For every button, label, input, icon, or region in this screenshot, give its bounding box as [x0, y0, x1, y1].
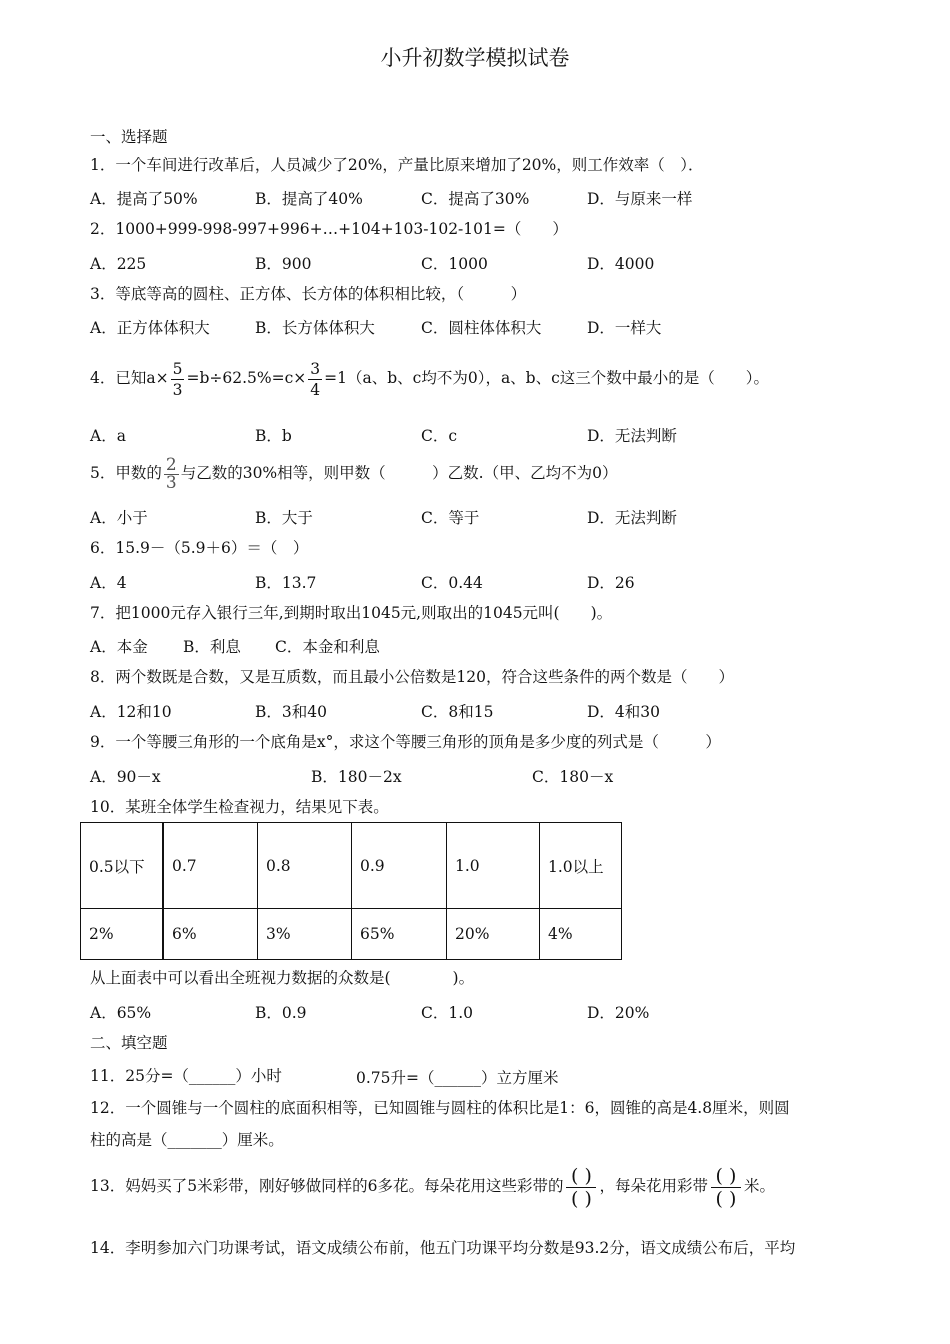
table-cell: 20% — [447, 909, 540, 960]
q3-option-b: B．长方体体积大 — [255, 319, 375, 337]
question-3: 3．等底等高的圆柱、正方体、长方体的体积相比较，（ ） — [90, 285, 527, 303]
q5-option-b: B．大于 — [255, 509, 313, 527]
q4-frac2-num: 3 — [310, 359, 321, 378]
q4-fraction-1 — [171, 359, 185, 400]
q3-option-a: A．正方体体积大 — [90, 319, 210, 337]
question-4 — [90, 350, 769, 406]
q13-blank-num-2: ( ) — [715, 1164, 737, 1187]
q1-option-d: D．与原来一样 — [587, 190, 693, 208]
q10-option-b: B．0.9 — [255, 1004, 307, 1022]
q3-option-c: C．圆柱体体积大 — [421, 319, 542, 337]
q9-option-a: A．90－x — [90, 768, 161, 786]
table-cell: 65% — [352, 909, 447, 960]
q9-option-b: B．180－2x — [311, 768, 402, 786]
q1-option-a: A．提高了50% — [90, 190, 198, 208]
q4-frac1-den: 3 — [172, 380, 183, 399]
q10-option-d: D．20% — [587, 1004, 650, 1022]
q4-suffix: =1（a、b、c均不为0），a、b、c这三个数中最小的是（ ）。 — [324, 369, 770, 387]
q5-frac-num: 2 — [165, 454, 177, 475]
q4-frac2-den: 4 — [310, 380, 321, 399]
q2-option-a: A．225 — [90, 255, 147, 273]
question-10-followup: 从上面表中可以看出全班视力数据的众数是( )。 — [90, 969, 475, 987]
q4-option-c: C．c — [421, 427, 458, 445]
page-title: 小升初数学模拟试卷 — [380, 46, 570, 70]
table-cell: 0.8 — [258, 823, 352, 909]
q10-option-c: C．1.0 — [421, 1004, 474, 1022]
q13-blank-num-1: ( ) — [571, 1164, 592, 1187]
question-7: 7．把1000元存入银行三年,到期时取出1045元,则取出的1045元叫( )。 — [90, 604, 613, 622]
q5-option-c: C．等于 — [421, 509, 480, 527]
q6-option-c: C．0.44 — [421, 574, 483, 592]
q8-option-d: D．4和30 — [587, 703, 661, 721]
question-8: 8．两个数既是合数，又是互质数，而且最小公倍数是120，符合这些条件的两个数是（ ） — [90, 668, 734, 686]
q4-option-a: A．a — [90, 427, 126, 445]
question-9: 9．一个等腰三角形的一个底角是x°，求这个等腰三角形的顶角是多少度的列式是（ ） — [90, 733, 721, 751]
q6-option-d: D．26 — [587, 574, 635, 592]
section-heading-choice: 一、选择题 — [90, 128, 168, 146]
question-1: 1．一个车间进行改革后，人员减少了20%，产量比原来增加了20%，则工作效率（ ）． — [90, 156, 704, 174]
q4-fraction-2 — [308, 359, 322, 400]
q7-option-c: C．本金和利息 — [275, 638, 380, 656]
q8-option-b: B．3和40 — [255, 703, 327, 721]
q5-prefix: 5．甲数的 — [90, 464, 162, 482]
table-cell: 0.9 — [352, 823, 447, 909]
question-12-line-2: 柱的高是（_______）厘米。 — [90, 1131, 284, 1149]
q6-option-b: B．13.7 — [255, 574, 317, 592]
table-cell: 0.5以下 — [81, 823, 164, 909]
question-5 — [90, 452, 617, 494]
q10-option-a: A．65% — [90, 1004, 152, 1022]
table-cell: 0.7 — [163, 823, 258, 909]
table-cell: 1.0 — [447, 823, 540, 909]
q5-suffix: 与乙数的30%相等，则甲数（ ）乙数.（甲、乙均不为0） — [180, 464, 618, 482]
q1-option-b: B．提高了40% — [255, 190, 363, 208]
q4-mid: =b÷62.5%=c× — [186, 369, 307, 387]
question-11-part-2: 0.75升=（______）立方厘米 — [356, 1069, 559, 1087]
q13-blank-fraction-1 — [566, 1165, 596, 1210]
question-14: 14．李明参加六门功课考试，语文成绩公布前，他五门功课平均分数是93.2分，语文成绩公布后，平均 — [90, 1239, 796, 1257]
q13-blank-fraction-2 — [711, 1165, 741, 1210]
q13-blank-den-2: ( ) — [715, 1187, 737, 1210]
q7-option-a: A．本金 — [90, 638, 148, 656]
q1-option-c: C．提高了30% — [421, 190, 530, 208]
q5-option-d: D．无法判断 — [587, 509, 677, 527]
q7-option-b: B．利息 — [183, 638, 241, 656]
q5-option-a: A．小于 — [90, 509, 148, 527]
table-cell: 2% — [81, 909, 164, 960]
table-header-row — [81, 823, 622, 909]
q2-option-b: B．900 — [255, 255, 312, 273]
q9-option-c: C．180－x — [532, 768, 614, 786]
section-heading-fill: 二、填空题 — [90, 1034, 168, 1052]
q13-prefix: 13．妈妈买了5米彩带，刚好够做同样的6多花。每朵花用这些彩带的 — [90, 1177, 564, 1195]
table-cell: 6% — [163, 909, 258, 960]
q13-suffix: 米。 — [743, 1177, 775, 1195]
q4-option-d: D．无法判断 — [587, 427, 677, 445]
question-6: 6．15.9－（5.9＋6）＝（ ） — [90, 539, 309, 557]
q13-blank-den-1: ( ) — [571, 1187, 592, 1210]
q3-option-d: D．一样大 — [587, 319, 662, 337]
q4-frac1-num: 5 — [172, 359, 183, 378]
table-cell: 4% — [540, 909, 622, 960]
table-cell: 3% — [258, 909, 352, 960]
table-cell: 1.0以上 — [540, 823, 622, 909]
vision-table — [80, 822, 622, 960]
table-value-row — [81, 909, 622, 960]
question-12-line-1: 12．一个圆锥与一个圆柱的底面积相等，已知圆锥与圆柱的体积比是1：6，圆锥的高是4.8厘米，则圆 — [90, 1099, 790, 1117]
question-11-part-1: 11．25分=（______）小时 — [90, 1067, 282, 1085]
q8-option-a: A．12和10 — [90, 703, 172, 721]
q5-fraction — [164, 454, 179, 493]
question-2: 2．1000+999-998-997+996+…+104+103-102-101=（ ） — [90, 220, 568, 238]
question-13 — [90, 1156, 775, 1216]
q4-prefix: 4．已知a× — [90, 369, 169, 387]
q4-option-b: B．b — [255, 427, 292, 445]
q2-option-c: C．1000 — [421, 255, 488, 273]
q8-option-c: C．8和15 — [421, 703, 494, 721]
q13-mid: ，每朵花用彩带 — [599, 1177, 708, 1195]
q6-option-a: A．4 — [90, 574, 127, 592]
q5-frac-den: 3 — [165, 472, 177, 493]
q2-option-d: D．4000 — [587, 255, 655, 273]
question-10: 10．某班全体学生检查视力，结果见下表。 — [90, 798, 389, 816]
